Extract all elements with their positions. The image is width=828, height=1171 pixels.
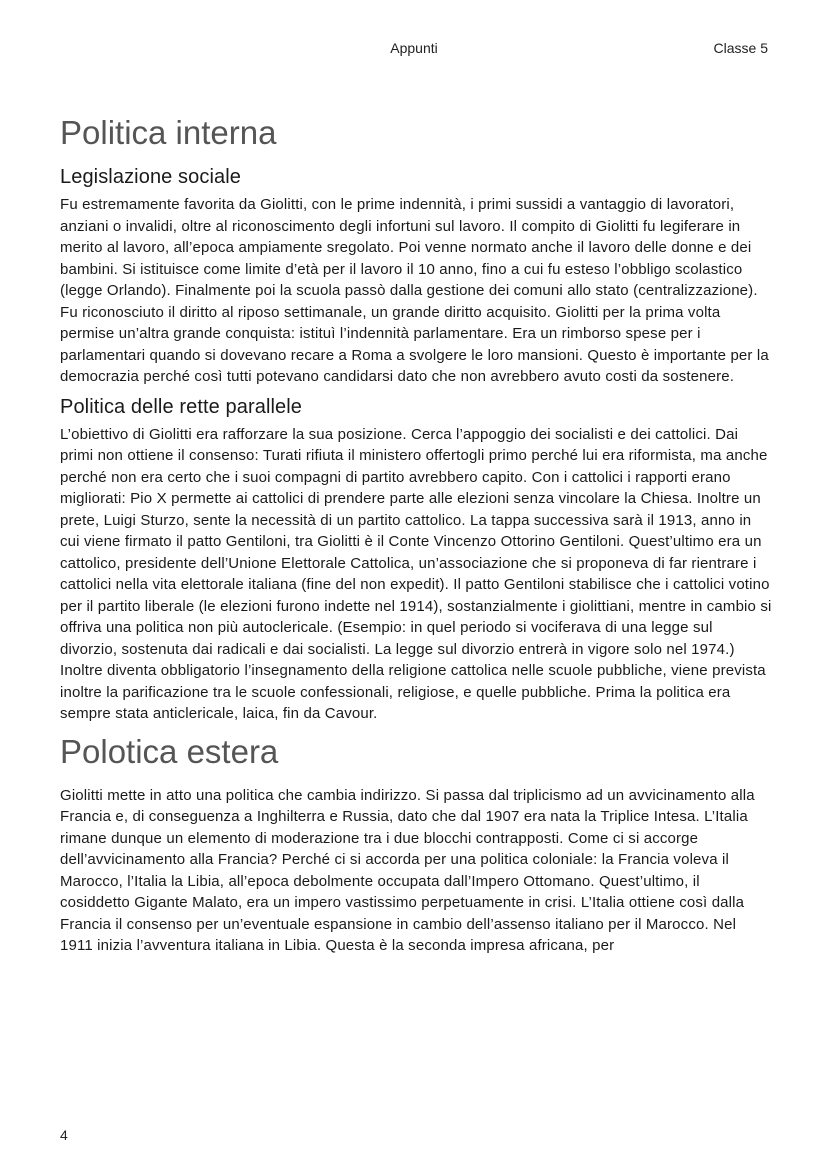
subsection-heading-rette-parallele: Politica delle rette parallele [60, 395, 303, 418]
paragraph-rette-parallele: L’obiettivo di Giolitti era rafforzare la sua posizione. Cerca l’appoggio dei socialisti e dei cattolici. Dai primi non ottiene il consenso: Turati rifiuta il ministero offertogli primo perché lui era riformista, ma anche perché non era certo che i suoi compagni di partito avrebbero capito. Con i cattolici i rapporti erano migliorati: Pio X permette ai cattolici di prendere parte alle elezioni senza vincolare la Chiesa. Inoltre un prete, Luigi Sturzo, sente la necessità di un partito cattolico. La tappa successiva sarà il 1913, anno in cui viene firmato il patto Gentiloni, tra Giolitti è il Conte Vincenzo Ottorino Gentiloni. Quest’ultimo era un cattolico, presidente dell’Unione Elettorale Cattolica, un’associazione che si proponeva di far rientrare i cattolici nella vita elettorale italiana (fine del non expedit). Il patto Gentiloni stabilisce che i cattolici votino per il partito liberale (le elezioni furono indette nel 1914), sostanzialmente i giolittiani, mentre in cambio si offriva una politica non più autoclericale. (Esempio: in quel periodo si vociferava di una legge sul divorzio, sostenuta dai radicali e dai socialisti. La legge sul divorzio entrerà in vigore solo nel 1974.) Inoltre diventa obbligatorio l’insegnamento della religione cattolica nelle scuole pubbliche, viene prevista inoltre la parificazione tra le scuole confessionali, religiose, e quelle pubbliche. Prima la politica era sempre stata anticlericale, laica, fin da Cavour. [60, 425, 772, 722]
document-header-title: Appunti [390, 40, 438, 56]
page-number: 4 [60, 1127, 68, 1143]
paragraph-politica-estera: Giolitti mette in atto una politica che cambia indirizzo. Si passa dal triplicismo ad un avvicinamento alla Francia e, di conseguenza a Inghilterra e Russia, dato che dal 1907 era nata la Triplice Intesa. L’Italia rimane dunque un elemento di moderazione tra i due blocchi contrapposti. Come ci si accorge dell’avvicinamento alla Francia? Perché ci si accorda per una politica coloniale: la Francia voleva il Marocco, l’Italia la Libia, all’epoca debolmente occupata dall’Impero Ottomano. Quest’ultimo, il cosiddetto Gigante Malato, era un impero vastissimo perpetuamente in crisi. L’Italia ottiene così dalla Francia il consenso per un’eventuale espansione in cambio dell’assenso italiano per il Marocco. Nel 1911 inizia l’avventura italiana in Libia. Questa è la seconda impresa africana, per [60, 786, 755, 954]
paragraph-legislazione-sociale: Fu estremamente favorita da Giolitti, con le prime indennità, i primi sussidi a vantaggio di lavoratori, anziani o invalidi, oltre al riconoscimento degli infortuni sul lavoro. Il compito di Giolitti fu legiferare in merito al lavoro, all’epoca ampiamente sregolato. Poi venne normato anche il lavoro delle donne e dei bambini. Si istituisce come limite d’età per il lavoro il 10 anno, fino a cui fu esteso l’obbligo scolastico (legge Orlando). Finalmente poi la scuola passò dalla gestione dei comuni allo stato (centralizzazione). Fu riconosciuto il diritto al riposo settimanale, un grande diritto acquisito. Giolitti per la prima volta permise un’altra grande conquista: istituì l’indennità parlamentare. Era un rimborso spese per i parlamentari quando si dovevano recare a Roma a svolgere le loro mansioni. Questo è importante per la democrazia perché così tutti potevano candidarsi dato che non avrebbero avuto costi da sostenere. [60, 196, 769, 385]
document-header-class: Classe 5 [713, 40, 768, 56]
document-body [60, 108, 772, 957]
section-title-politica-interna: Politica interna [60, 114, 277, 151]
subsection-heading-legislazione-sociale: Legislazione sociale [60, 166, 242, 188]
section-title-politica-estera: Polotica estera [60, 732, 279, 770]
